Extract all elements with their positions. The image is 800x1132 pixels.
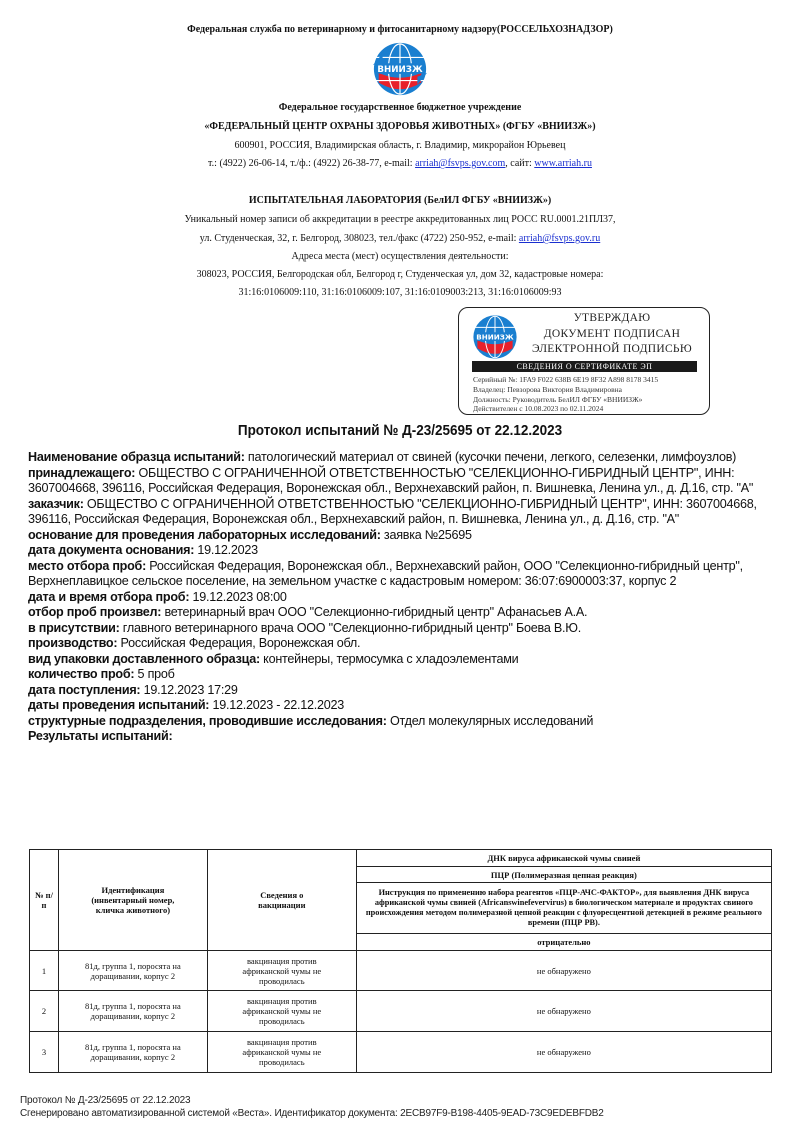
field-sampling-datetime: дата и время отбора проб: 19.12.2023 08:00 bbox=[28, 589, 287, 604]
table-row: 1 81д, группа 1, поросята на доращивании, корпус 2 вакцинация против африканской чумы не проводилась не обнаружено bbox=[30, 951, 772, 991]
field-test-dates: даты проведения испытаний: 19.12.2023 - 22.12.2023 bbox=[28, 698, 345, 712]
instruction-header: Инструкция по применению набора реагентов «ПЦР-АЧС-ФАКТОР», для выявления ДНК вируса африканской чумы свиней (Africanswinefevervirus) в биологическом материале и продуктах свиного происхождения методом полимеразной цепной реакции с флуоресцентной детекцией в режиме реального времени (ПЦР РВ). bbox=[356, 883, 771, 934]
results-heading: Результаты испытаний: bbox=[28, 729, 173, 743]
institution-contacts bbox=[0, 158, 800, 170]
field-departments: структурные подразделения, проводившие исследования: Отдел молекулярных исследований bbox=[28, 713, 594, 728]
contacts-text: т.: (4922) 26-06-14, т./ф.: (4922) 26-38-77, e-mail: bbox=[208, 158, 416, 169]
stamp-signed: ДОКУМЕНТ ПОДПИСАН bbox=[543, 328, 681, 340]
stamp-e-signature: ЭЛЕКТРОННОЙ ПОДПИСЬЮ bbox=[532, 343, 692, 355]
stamp-serial: Серийный №: 1FA9 F022 638B 6E19 8F32 A898 8178 3415 bbox=[473, 375, 659, 384]
agency-name: Федеральная служба по ветеринарному и фитосанитарному надзору(РОССЕЛЬХОЗНАДЗОР) bbox=[187, 24, 613, 35]
lab-address-text: ул. Студенческая, 32, г. Белгород, 308023, тел./факс (4722) 250-952, e-mail: bbox=[199, 233, 519, 244]
stamp-position: Должность: Руководитель БелИЛ ФГБУ «ВНИИЗЖ» bbox=[473, 395, 643, 404]
email-link[interactable]: arriah@fsvps.gov.com bbox=[415, 158, 506, 169]
field-basis-date: дата документа основания: 19.12.2023 bbox=[28, 543, 258, 557]
e-signature-stamp bbox=[458, 307, 710, 415]
institution-type: Федеральное государственное бюджетное учреждение bbox=[278, 102, 522, 113]
activity-label: Адреса места (мест) осуществления деятельности: bbox=[291, 251, 509, 262]
table-row: 3 81д, группа 1, поросята на доращивании, корпус 2 вакцинация против африканской чумы не проводилась не обнаружено bbox=[30, 1032, 772, 1073]
site-link[interactable]: www.arriah.ru bbox=[534, 158, 592, 169]
field-basis: основание для проведения лабораторных исследований: заявка №25695 bbox=[28, 527, 472, 542]
vniizzh-stamp-logo-icon bbox=[471, 313, 519, 361]
lab-name: ИСПЫТАТЕЛЬНАЯ ЛАБОРАТОРИЯ (БелИЛ ФГБУ «ВНИИЗЖ») bbox=[248, 195, 552, 206]
field-received-date: дата поступления: 19.12.2023 17:29 bbox=[28, 682, 238, 697]
result-cell: не обнаружено bbox=[356, 991, 771, 1032]
field-sample-name: Наименование образца испытаний: патологический материал от свиней (кусочки печени, легкого, селезенки, лимфоузлов) bbox=[28, 450, 737, 464]
field-packaging: вид упаковки доставленного образца: контейнеры, термосумка с хладоэлементами bbox=[28, 651, 519, 666]
vniizzh-logo-icon bbox=[371, 40, 429, 98]
site-prefix: , сайт: bbox=[505, 158, 535, 169]
field-sample-count: количество проб: 5 проб bbox=[28, 667, 175, 681]
stamp-approve: УТВЕРЖДАЮ bbox=[573, 312, 651, 324]
results-table bbox=[29, 849, 772, 1073]
field-owner: принадлежащего: ОБЩЕСТВО С ОГРАНИЧЕННОЙ ОТВЕТСТВЕННОСТЬЮ "СЕЛЕКЦИОННО-ГИБРИДНЫЙ ЦЕНТР", ИНН: 3607004668, 396116, Российская Федерация, Воронежская обл., Верхнехавский район, п. Вишневка, Ленина ул., д. Д.16, стр. "А" bbox=[28, 465, 754, 495]
col-header-vaccination: Сведения о вакцинации bbox=[207, 850, 356, 951]
method-header: ПЦР (Полимеразная цепная реакция) bbox=[356, 867, 771, 883]
norm-header: отрицательно bbox=[356, 934, 771, 951]
lab-email-link[interactable]: arriah@fsvps.gov.ru bbox=[518, 233, 601, 244]
lab-accreditation: Уникальный номер записи об аккредитации в реестре аккредитованных лиц РОСС RU.0001.21ПЛ37, bbox=[184, 214, 616, 225]
page-footer bbox=[20, 1094, 604, 1120]
sample-fields bbox=[28, 450, 773, 745]
result-cell: не обнаружено bbox=[356, 1032, 771, 1073]
result-cell: не обнаружено bbox=[356, 951, 771, 991]
stamp-owner: Владелец: Певзорова Виктория Владимировна bbox=[473, 385, 622, 394]
col-header-num: № п/п bbox=[30, 850, 59, 951]
svg-text:ВНИИЗЖ: ВНИИЗЖ bbox=[377, 64, 423, 75]
svg-text:ВНИИЗЖ: ВНИИЗЖ bbox=[476, 332, 514, 342]
footer-generated: Сгенерировано автоматизированной системой «Веста». Идентификатор документа: 2ECB97F9-B198-4405-9EAD-73C9EDEBFDB2 bbox=[20, 1108, 604, 1119]
protocol-title: Протокол испытаний № Д-23/25695 от 22.12.2023 bbox=[237, 422, 563, 439]
field-sampled-by: отбор проб произвел: ветеринарный врач ООО "Селекционно-гибридный центр" Афанасьев А.А. bbox=[28, 605, 588, 619]
cadastral-numbers: 31:16:0106009:110, 31:16:0106009:107, 31:16:0109003:213, 31:16:0106009:93 bbox=[238, 287, 562, 298]
stamp-cert-bar: СВЕДЕНИЯ О СЕРТИФИКАТЕ ЭП bbox=[472, 361, 697, 372]
analyte-header: ДНК вируса африканской чумы свиней bbox=[356, 850, 771, 867]
field-in-presence: в присутствии: главного ветеринарного врача ООО "Селекционно-гибридный центр" Боева В.Ю. bbox=[28, 620, 581, 635]
lab-address bbox=[0, 233, 800, 245]
field-customer: заказчик: ОБЩЕСТВО С ОГРАНИЧЕННОЙ ОТВЕТСТВЕННОСТЬЮ "СЕЛЕКЦИОННО-ГИБРИДНЫЙ ЦЕНТР", ИНН: 3607004668, 396116, Российская Федерация, Воронежская обл., Верхнехавский район, п. Вишневка, Ленина ул., д. Д.16, стр. "А" bbox=[28, 496, 757, 526]
table-row: 2 81д, группа 1, поросята на доращивании, корпус 2 вакцинация против африканской чумы не проводилась не обнаружено bbox=[30, 991, 772, 1032]
institution-name: «ФЕДЕРАЛЬНЫЙ ЦЕНТР ОХРАНЫ ЗДОРОВЬЯ ЖИВОТНЫХ» (ФГБУ «ВНИИЗЖ») bbox=[204, 121, 596, 132]
footer-protocol-ref: Протокол № Д-23/25695 от 22.12.2023 bbox=[20, 1095, 191, 1106]
field-sampling-place: место отбора проб: Российская Федерация, Воронежская обл., Верхнехавский район, ООО "Селекционно-гибридный центр", Верхнеплавицкое сельское поселение, на земельном участке с кадастровым номером: 36:07:6900003:37, корпус 2 bbox=[28, 558, 743, 588]
stamp-validity: Действителен с 10.08.2023 по 02.11.2024 bbox=[473, 404, 604, 413]
activity-address: 308023, РОССИЯ, Белгородская обл, Белгород г, Студенческая ул, дом 32, кадастровые номера: bbox=[196, 269, 604, 280]
institution-address: 600901, РОССИЯ, Владимирская область, г. Владимир, микрорайон Юрьевец bbox=[234, 140, 566, 151]
col-header-id: Идентификация (инвентарный номер, кличка животного) bbox=[58, 850, 207, 951]
field-production: производство: Российская Федерация, Воронежская обл. bbox=[28, 636, 361, 650]
